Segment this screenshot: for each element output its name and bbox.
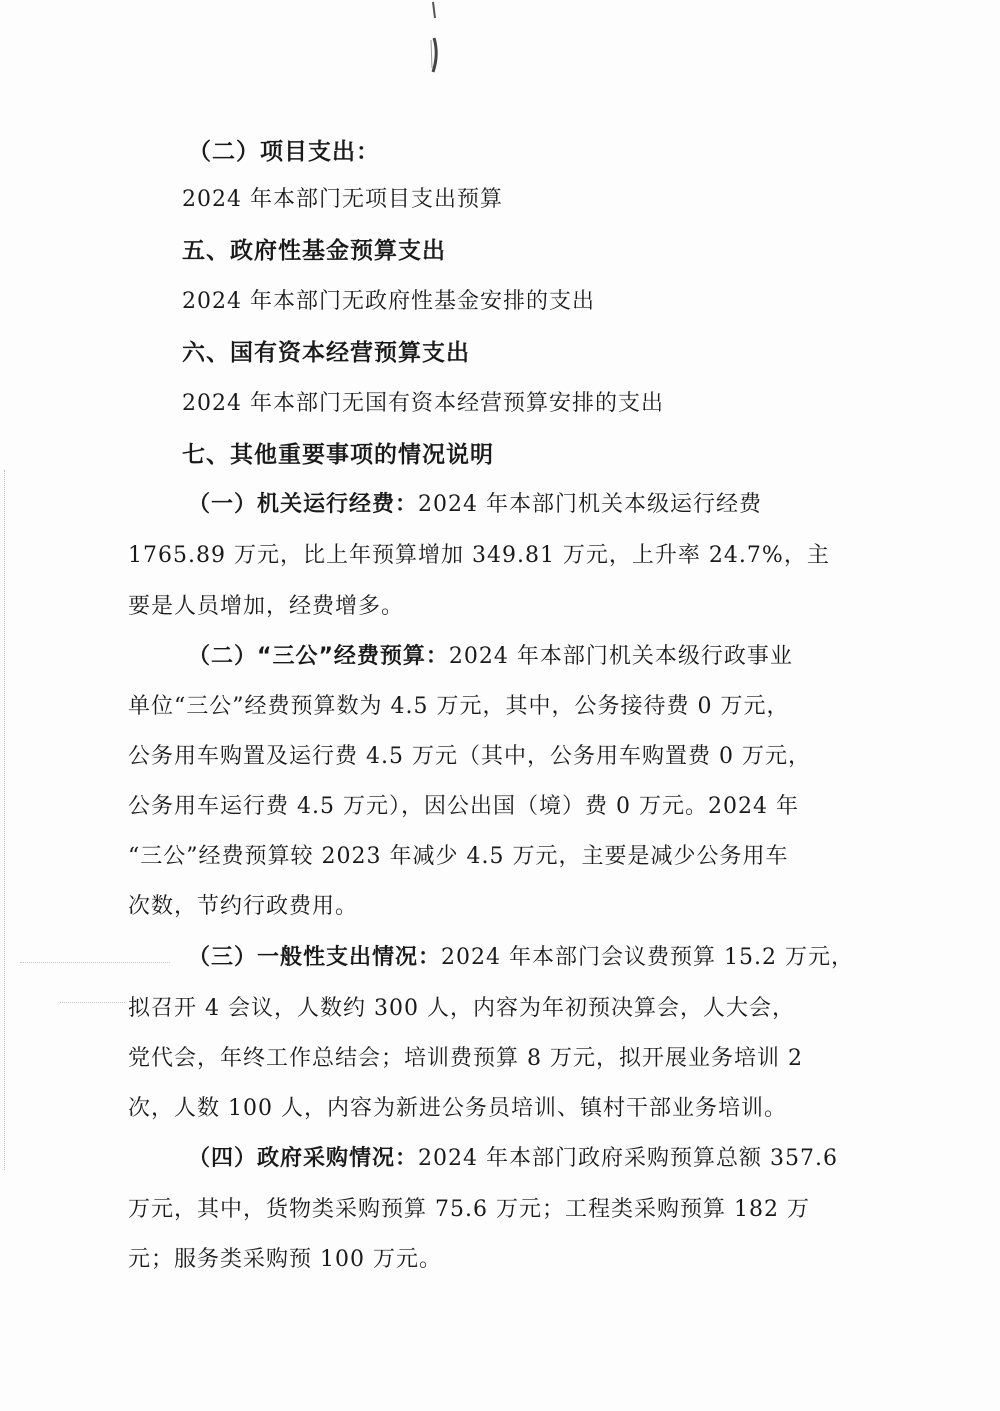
paragraph-line bbox=[188, 490, 762, 520]
paragraph-line bbox=[188, 943, 854, 973]
paragraph-text: 2024 年本部门机关本级行政事业 bbox=[448, 644, 793, 669]
paragraph-line: 元；服务类采购预 100 万元。 bbox=[128, 1247, 442, 1272]
paragraph-line: 党代会，年终工作总结会；培训费预算 8 万元，拟开展业务培训 2 bbox=[128, 1046, 803, 1071]
paragraph-line: 2024 年本部门无国有资本经营预算安排的支出 bbox=[182, 391, 664, 416]
paragraph-line: 公务用车购置及运行费 4.5 万元（其中，公务用车购置费 0 万元， bbox=[128, 744, 811, 769]
section-heading: 五、政府性基金预算支出 bbox=[182, 238, 446, 264]
binding-mark bbox=[425, 0, 443, 80]
subheading: （三）一般性支出情况： bbox=[188, 945, 442, 970]
paragraph-line: 要是人员增加，经费增多。 bbox=[128, 594, 405, 619]
paragraph-line: 1765.89 万元，比上年预算增加 349.81 万元，上升率 24.7%，主 bbox=[128, 543, 830, 568]
paragraph-line: 拟召开 4 会议，人数约 300 人，内容为年初预决算会，人大会， bbox=[128, 996, 795, 1021]
paragraph-line: 次，人数 100 人，内容为新进公务员培训、镇村干部业务培训。 bbox=[128, 1096, 787, 1121]
paragraph-line: 单位“三公”经费预算数为 4.5 万元，其中，公务接待费 0 万元， bbox=[128, 694, 790, 719]
paragraph-text: 2024 年本部门机关本级运行经费 bbox=[418, 492, 762, 517]
section-heading: （二）项目支出： bbox=[188, 139, 380, 165]
scan-edge-dots bbox=[4, 470, 7, 1170]
paragraph-line: 2024 年本部门无项目支出预算 bbox=[182, 187, 503, 212]
subheading: （四）政府采购情况： bbox=[188, 1146, 419, 1171]
paragraph-line bbox=[188, 1144, 838, 1174]
paragraph-line: 万元，其中，货物类采购预算 75.6 万元；工程类采购预算 182 万 bbox=[128, 1197, 810, 1222]
section-heading: 六、国有资本经营预算支出 bbox=[182, 340, 470, 366]
paragraph-line: 2024 年本部门无政府性基金安排的支出 bbox=[182, 289, 595, 314]
paragraph-text: 2024 年本部门政府采购预算总额 357.6 bbox=[418, 1146, 838, 1171]
paragraph-text: 2024 年本部门会议费预算 15.2 万元， bbox=[441, 945, 854, 970]
paragraph-line bbox=[188, 642, 793, 672]
paragraph-line: 公务用车运行费 4.5 万元），因公出国（境）费 0 万元。2024 年 bbox=[128, 794, 799, 819]
scan-smudge bbox=[60, 1002, 125, 1005]
subheading: （一）机关运行经费： bbox=[188, 492, 419, 517]
section-heading: 七、其他重要事项的情况说明 bbox=[182, 442, 494, 468]
subheading: （二）“三公”经费预算： bbox=[188, 644, 449, 669]
paragraph-line: 次数，节约行政费用。 bbox=[128, 894, 359, 919]
scan-smudge bbox=[20, 962, 170, 965]
paragraph-line: “三公”经费预算较 2023 年减少 4.5 万元，主要是减少公务用车 bbox=[128, 844, 789, 869]
